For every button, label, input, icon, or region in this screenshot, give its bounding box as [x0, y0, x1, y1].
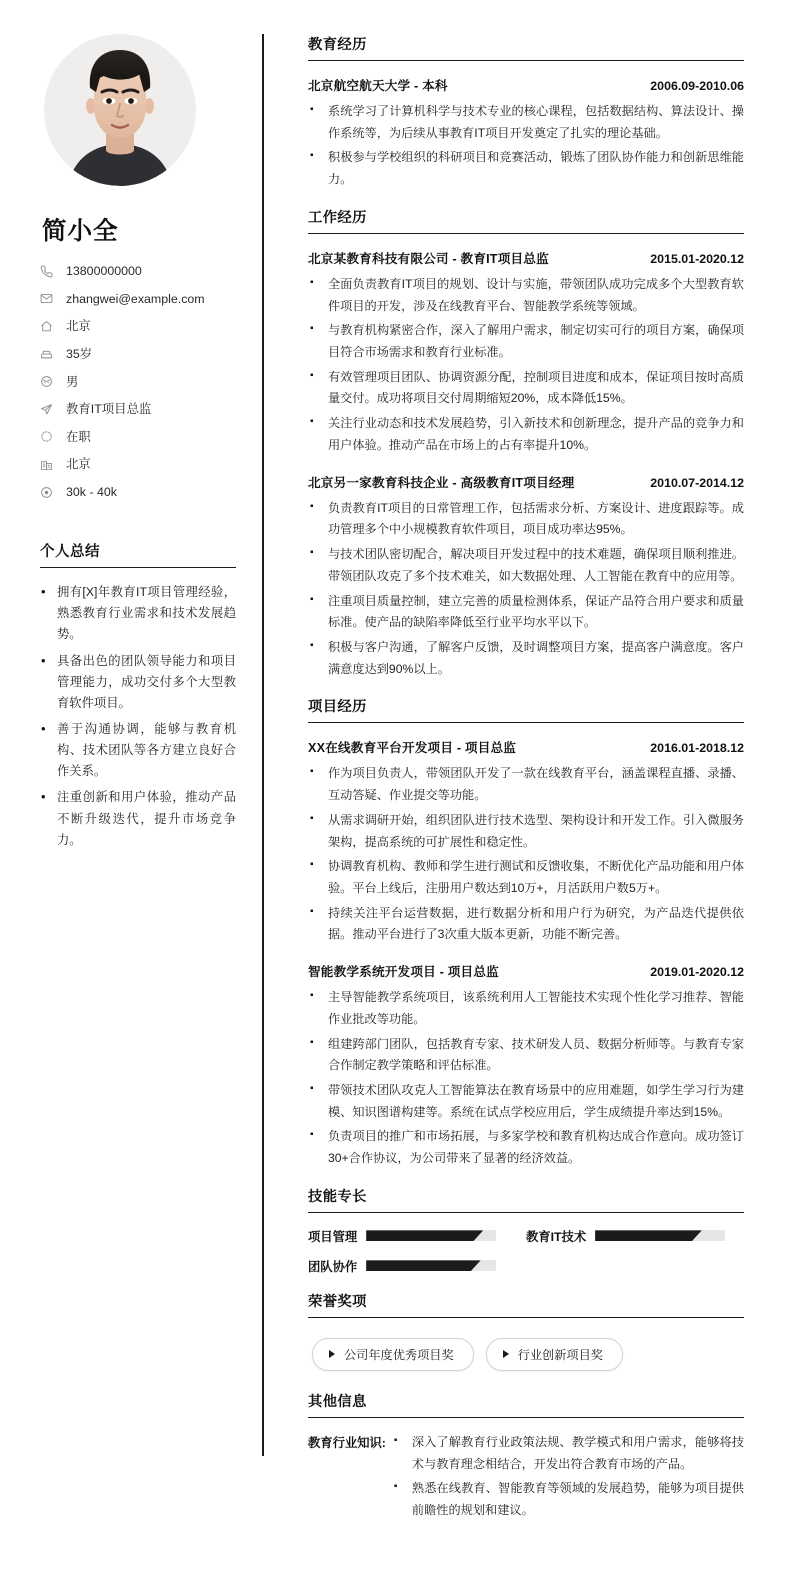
- list-item: ▪ 关注行业动态和技术发展趋势，引入新技术和创新理念，提升产品的竞争力和用户体验。推动产品在市场上的占有率提升10%。: [308, 413, 744, 456]
- entry-title: 北京另一家教育科技企业 - 高级教育IT项目经理: [308, 475, 575, 490]
- contact-salary-value: 30k - 40k: [66, 485, 117, 499]
- contact-gender: [40, 374, 236, 390]
- entry-header: [308, 737, 744, 756]
- projects-title: 项目经历: [308, 696, 744, 723]
- entry-date: 2016.01-2018.12: [650, 741, 744, 756]
- section-education: [308, 34, 744, 191]
- contact-phone: [40, 263, 236, 279]
- skills-grid: [308, 1227, 744, 1275]
- skill-label: 团队协作: [308, 1259, 358, 1274]
- list-item: ▪ 负责教育IT项目的日常管理工作，包括需求分析、方案设计、进度跟踪等。成功管理多个中小规模教育软件项目，项目成功率达95%。: [308, 498, 744, 541]
- list-item: ▪ 积极与客户沟通，了解客户反馈，及时调整项目方案，提高客户满意度。客户满意度达到90%以上。: [308, 637, 744, 680]
- list-item: ▪ 负责项目的推广和市场拓展，与多家学校和教育机构达成合作意向。成功签订30+合作协议，为公司带来了显著的经济效益。: [308, 1126, 744, 1169]
- contact-home: [40, 318, 236, 334]
- entry-title: 北京航空航天大学 - 本科: [308, 79, 448, 93]
- list-item: ▪ 深入了解教育行业政策法规、教学模式和用户需求，能够将技术与教育理念相结合，开发出符合教育市场的产品。: [392, 1432, 744, 1475]
- age-icon: [40, 347, 59, 361]
- contact-status-value: 在职: [66, 429, 91, 444]
- section-summary: [40, 540, 236, 851]
- list-item: • 拥有[X]年教育IT项目管理经验，熟悉教育行业需求和技术发展趋势。: [40, 582, 236, 645]
- section-projects: [308, 696, 744, 1170]
- entry-date: 2006.09-2010.06: [650, 79, 744, 93]
- other-info-bullets: [392, 1432, 744, 1525]
- entry-title: 北京某教育科技有限公司 - 教育IT项目总监: [308, 251, 549, 266]
- skill-item: [308, 1257, 526, 1275]
- contact-city: [40, 456, 236, 472]
- list-item: ▪ 从需求调研开始，组织团队进行技术选型、架构设计和开发工作。引入微服务架构，提高系统的可扩展性和稳定性。: [308, 810, 744, 853]
- summary-bullets: [40, 582, 236, 851]
- status-icon: [40, 430, 59, 444]
- entry-title: XX在线教育平台开发项目 - 项目总监: [308, 741, 517, 756]
- skill-item: [308, 1227, 526, 1245]
- contact-home-value: 北京: [66, 319, 91, 334]
- skill-bar: [595, 1230, 725, 1241]
- city-icon: [40, 457, 59, 471]
- contact-email: [40, 291, 236, 307]
- work-entry: [308, 472, 744, 681]
- skill-bar: [366, 1230, 496, 1241]
- entry-header: [308, 75, 744, 94]
- position-icon: [40, 402, 59, 416]
- entry-bullets: [308, 274, 744, 457]
- list-item: • 具备出色的团队领导能力和项目管理能力，成功交付多个大型教育软件项目。: [40, 651, 236, 714]
- portrait-photo-icon: [44, 34, 196, 186]
- contact-position-value: 教育IT项目总监: [66, 402, 152, 417]
- list-item: ▪ 主导智能教学系统项目，该系统利用人工智能技术实现个性化学习推荐、智能作业批改等功能。: [308, 987, 744, 1030]
- other-info-title: 其他信息: [308, 1391, 744, 1418]
- section-work: [308, 207, 744, 681]
- skill-bar: [366, 1260, 496, 1271]
- awards-row: [308, 1332, 744, 1375]
- main-content: [262, 0, 794, 1571]
- education-entry: [308, 75, 744, 191]
- contact-age: [40, 346, 236, 362]
- list-item: ▪ 与教育机构紧密合作，深入了解用户需求，制定切实可行的项目方案，确保项目符合市场需求和教育行业标准。: [308, 320, 744, 363]
- contact-position: [40, 401, 236, 417]
- list-item: ▪ 与技术团队密切配合，解决项目开发过程中的技术难题，确保项目顺利推进。带领团队攻克了多个技术难关，如大数据处理、人工智能在教育中的应用等。: [308, 544, 744, 587]
- contact-status: [40, 429, 236, 445]
- entry-bullets: [308, 498, 744, 681]
- skills-title: 技能专长: [308, 1186, 744, 1213]
- caret-right-icon: [503, 1350, 509, 1358]
- entry-date: 2015.01-2020.12: [650, 251, 744, 266]
- contact-phone-value: 13800000000: [66, 264, 142, 278]
- list-item: ▪ 组建跨部门团队，包括教育专家、技术研发人员、数据分析师等。与教育专家合作制定教学策略和评估标准。: [308, 1034, 744, 1077]
- page-title: 简小全: [42, 218, 119, 245]
- education-title: 教育经历: [308, 34, 744, 61]
- entry-date: 2010.07-2014.12: [650, 475, 744, 490]
- contact-salary: [40, 484, 236, 500]
- sidebar: [0, 0, 262, 856]
- summary-title: 个人总结: [40, 540, 236, 568]
- list-item: ▪ 带领技术团队攻克人工智能算法在教育场景中的应用难题，如学生学习行为建模、知识图谱构建等。系统在试点学校应用后，学生成绩提升率达到15%。: [308, 1080, 744, 1123]
- list-item: ▪ 作为项目负责人，带领团队开发了一款在线教育平台，涵盖课程直播、录播、互动答疑、作业提交等功能。: [308, 763, 744, 806]
- awards-title: 荣誉奖项: [308, 1291, 744, 1318]
- skill-bar-fill: [366, 1230, 483, 1241]
- caret-right-icon: [329, 1350, 335, 1358]
- list-item: • 善于沟通协调，能够与教育机构、技术团队等各方建立良好合作关系。: [40, 719, 236, 782]
- section-skills: [308, 1186, 744, 1275]
- entry-header: [308, 248, 744, 267]
- entry-bullets: [308, 763, 744, 946]
- skill-label: 教育IT技术: [526, 1229, 587, 1244]
- work-entry: [308, 248, 744, 457]
- list-item: ▪ 熟悉在线教育、智能教育等领域的发展趋势，能够为项目提供前瞻性的规划和建议。: [392, 1478, 744, 1521]
- list-item: ▪ 全面负责教育IT项目的规划、设计与实施，带领团队成功完成多个大型教育软件项目的开发，涉及在线教育平台、智能教学系统等领域。: [308, 274, 744, 317]
- list-item: ▪ 协调教育机构、教师和学生进行测试和反馈收集，不断优化产品功能和用户体验。平台上线后，注册用户数达到10万+，月活跃用户数5万+。: [308, 856, 744, 899]
- award-badge[interactable]: [312, 1338, 474, 1371]
- skill-item: [526, 1227, 744, 1245]
- gender-icon: [40, 375, 59, 389]
- other-info-row: [308, 1432, 744, 1525]
- contact-list: [40, 263, 236, 500]
- contact-city-value: 北京: [66, 457, 91, 472]
- contact-age-value: 35岁: [66, 346, 93, 361]
- entry-header: [308, 472, 744, 491]
- entry-date: 2019.01-2020.12: [650, 965, 744, 980]
- list-item: ▪ 注重项目质量控制，建立完善的质量检测体系，保证产品符合用户要求和质量标准。使产品的缺陷率降低至行业平均水平以下。: [308, 591, 744, 634]
- entry-header: [308, 961, 744, 980]
- skill-bar-fill: [595, 1230, 702, 1241]
- list-item: ▪ 系统学习了计算机科学与技术专业的核心课程，包括数据结构、算法设计、操作系统等，为后续从事教育IT项目开发奠定了扎实的理论基础。: [308, 101, 744, 144]
- avatar: [44, 34, 196, 186]
- list-item: • 注重创新和用户体验，推动产品不断升级迭代，提升市场竞争力。: [40, 787, 236, 850]
- contact-gender-value: 男: [66, 374, 79, 389]
- work-title: 工作经历: [308, 207, 744, 234]
- salary-icon: [40, 485, 59, 499]
- skill-label: 项目管理: [308, 1229, 358, 1244]
- award-label: 行业创新项目奖: [517, 1347, 603, 1362]
- phone-icon: [40, 264, 59, 278]
- other-info-label: 教育行业知识:: [308, 1435, 386, 1450]
- email-icon: [40, 292, 59, 306]
- skill-bar-fill: [366, 1260, 480, 1271]
- entry-title: 智能教学系统开发项目 - 项目总监: [308, 965, 499, 980]
- contact-email-value: zhangwei@example.com: [66, 291, 205, 306]
- home-icon: [40, 319, 59, 333]
- list-item: ▪ 持续关注平台运营数据，进行数据分析和用户行为研究，为产品迭代提供依据。推动平台进行了3次重大版本更新，功能不断完善。: [308, 903, 744, 946]
- project-entry: [308, 737, 744, 946]
- award-label: 公司年度优秀项目奖: [344, 1347, 454, 1362]
- entry-bullets: [308, 101, 744, 191]
- column-divider: [262, 34, 264, 1456]
- section-awards: [308, 1291, 744, 1375]
- section-other-info: [308, 1391, 744, 1525]
- entry-bullets: [308, 987, 744, 1170]
- list-item: ▪ 积极参与学校组织的科研项目和竞赛活动，锻炼了团队协作能力和创新思维能力。: [308, 147, 744, 190]
- list-item: ▪ 有效管理项目团队、协调资源分配，控制项目进度和成本，保证项目按时高质量交付。成功将项目交付周期缩短20%，成本降低15%。: [308, 367, 744, 410]
- award-badge[interactable]: [486, 1338, 623, 1371]
- project-entry: [308, 961, 744, 1170]
